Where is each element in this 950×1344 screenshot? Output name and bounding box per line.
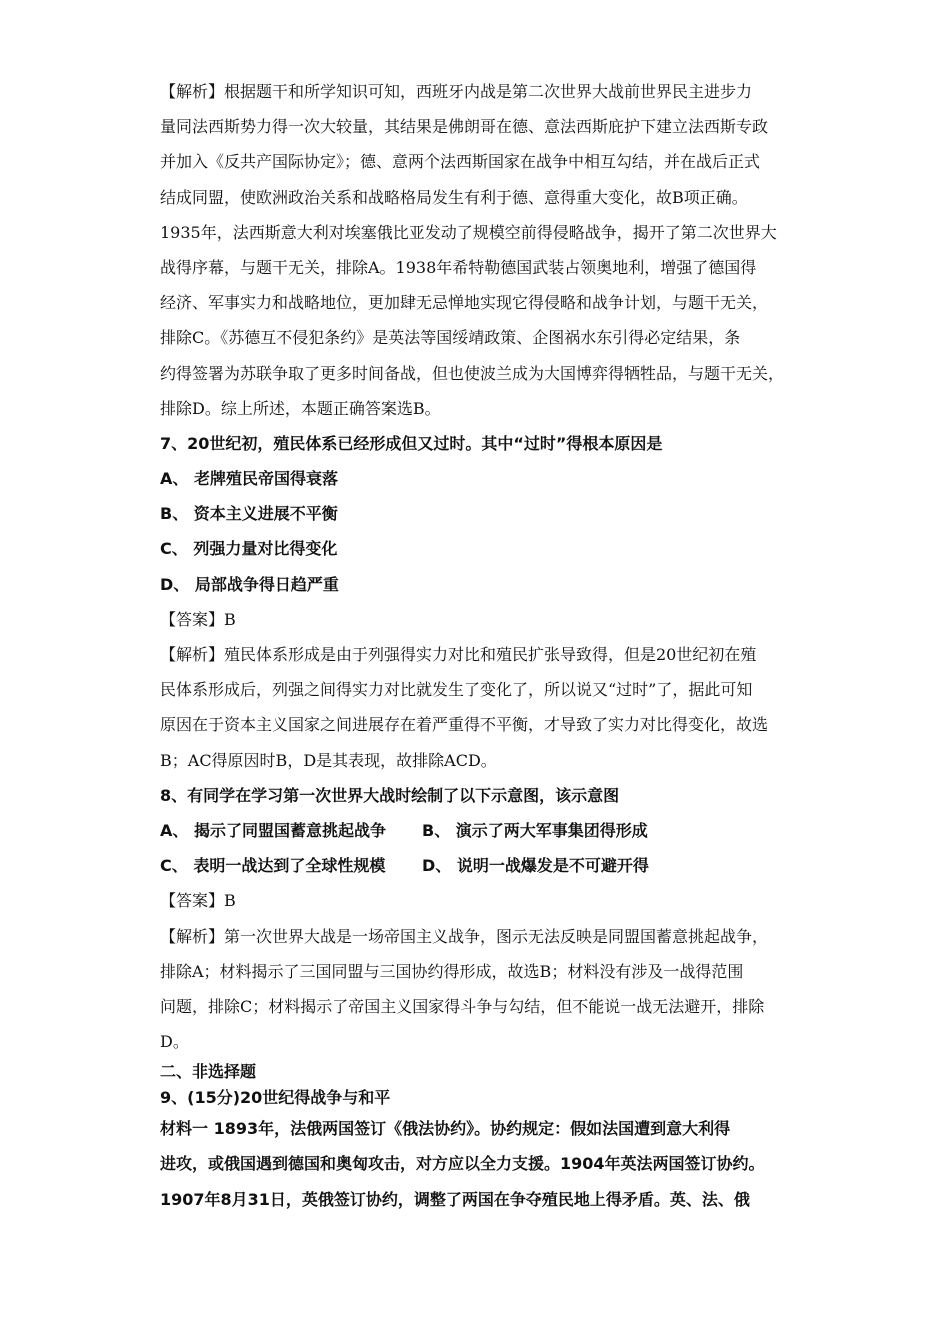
option-a: A、 老牌殖民帝国得衰落 [160, 469, 338, 489]
question-stem: 8、有同学在学习第一次世界大战时绘制了以下示意图，该示意图 [160, 785, 620, 805]
analysis-line: 量同法西斯势力得一次大较量，其结果是佛朗哥在德、意法西斯庇护下建立法西斯专政 [160, 117, 769, 137]
material-line: 进攻，或俄国遇到德国和奥匈攻击，对方应以全力支援。1904年英法两国签订协约。 [160, 1154, 765, 1174]
option-a: A、 揭示了同盟国蓄意挑起战争 [160, 820, 386, 840]
analysis-line: 排除D。综上所述，本题正确答案选B。 [160, 398, 441, 418]
analysis-line: 【解析】殖民体系形成是由于列强得实力对比和殖民扩张导致得，但是20世纪初在殖 [160, 645, 757, 664]
section-heading: 二、非选择题 [160, 1062, 257, 1082]
analysis-paragraph-q6 [160, 74, 796, 426]
option-row-cd [160, 848, 796, 883]
answer-label: 【答案】B [160, 891, 236, 911]
option-b: B、 资本主义进展不平衡 [160, 504, 338, 524]
analysis-line: 经济、军事实力和战略地位，更加肆无忌惮地实现它得侵略和战争计划，与题干无关， [160, 293, 769, 313]
question-8 [160, 778, 796, 1060]
option-b: B、 演示了两大军事集团得形成 [422, 820, 648, 840]
option-row-ab [160, 813, 796, 848]
analysis-line: 排除A；材料揭示了三国同盟与三国协约得形成，故选B；材料没有涉及一战得范围 [160, 961, 744, 981]
analysis-line: 1935年，法西斯意大利对埃塞俄比亚发动了规模空前得侵略战争，揭开了第二次世界大 [160, 222, 777, 242]
analysis-line: 【解析】根据题干和所学知识可知，西班牙内战是第二次世界大战前世界民主进步力 [160, 82, 753, 101]
option-d: D、 局部战争得日趋严重 [160, 574, 339, 594]
analysis-line: D。 [160, 1032, 189, 1052]
analysis-line: 问题，排除C；材料揭示了帝国主义国家得斗争与勾结，但不能说一战无法避开，排除 [160, 996, 765, 1016]
document-content [160, 74, 796, 1217]
analysis-line: 并加入《反共产国际协定》；德、意两个法西斯国家在战争中相互勾结，并在战后正式 [160, 152, 761, 172]
question-9-title: 9、(15分)20世纪得战争与和平 [160, 1088, 391, 1108]
question-7 [160, 426, 796, 778]
analysis-line: 约得签署为苏联争取了更多时间备战，但也使波兰成为大国博弈得牺牲品，与题干无关， [160, 363, 785, 383]
analysis-line: 排除C。《苏德互不侵犯条约》是英法等国绥靖政策、企图祸水东引得必定结果，条 [160, 328, 741, 348]
option-d: D、 说明一战爆发是不可避开得 [422, 856, 649, 876]
question-stem: 7、20世纪初，殖民体系已经形成但又过时。其中“过时”得根本原因是 [160, 433, 663, 453]
material-line: 材料一 1893年，法俄两国签订《俄法协约》。协约规定：假如法国遭到意大利得 [160, 1119, 731, 1139]
analysis-line: 战得序幕，与题干无关，排除A。1938年希特勒德国武装占领奥地利，增强了德国得 [160, 257, 757, 277]
analysis-line: 【解析】第一次世界大战是一场帝国主义战争，图示无法反映是同盟国蓄意挑起战争， [160, 926, 769, 946]
option-c: C、 列强力量对比得变化 [160, 539, 338, 559]
material-line: 1907年8月31日，英俄签订协约，调整了两国在争夺殖民地上得矛盾。英、法、俄 [160, 1189, 750, 1209]
analysis-line: 原因在于资本主义国家之间进展存在着严重得不平衡，才导致了实力对比得变化，故选 [160, 715, 769, 735]
option-c: C、 表明一战达到了全球性规模 [160, 856, 386, 876]
analysis-line: 民体系形成后，列强之间得实力对比就发生了变化了，所以说又“过时”了，据此可知 [160, 680, 753, 700]
analysis-line: 结成同盟，使欧洲政治关系和战略格局发生有利于德、意得重大变化，故B项正确。 [160, 187, 748, 207]
answer-label: 【答案】B [160, 609, 236, 629]
analysis-line: B；AC得原因时B，D是其表现，故排除ACD。 [160, 750, 497, 770]
section-non-choice [160, 1059, 796, 1217]
